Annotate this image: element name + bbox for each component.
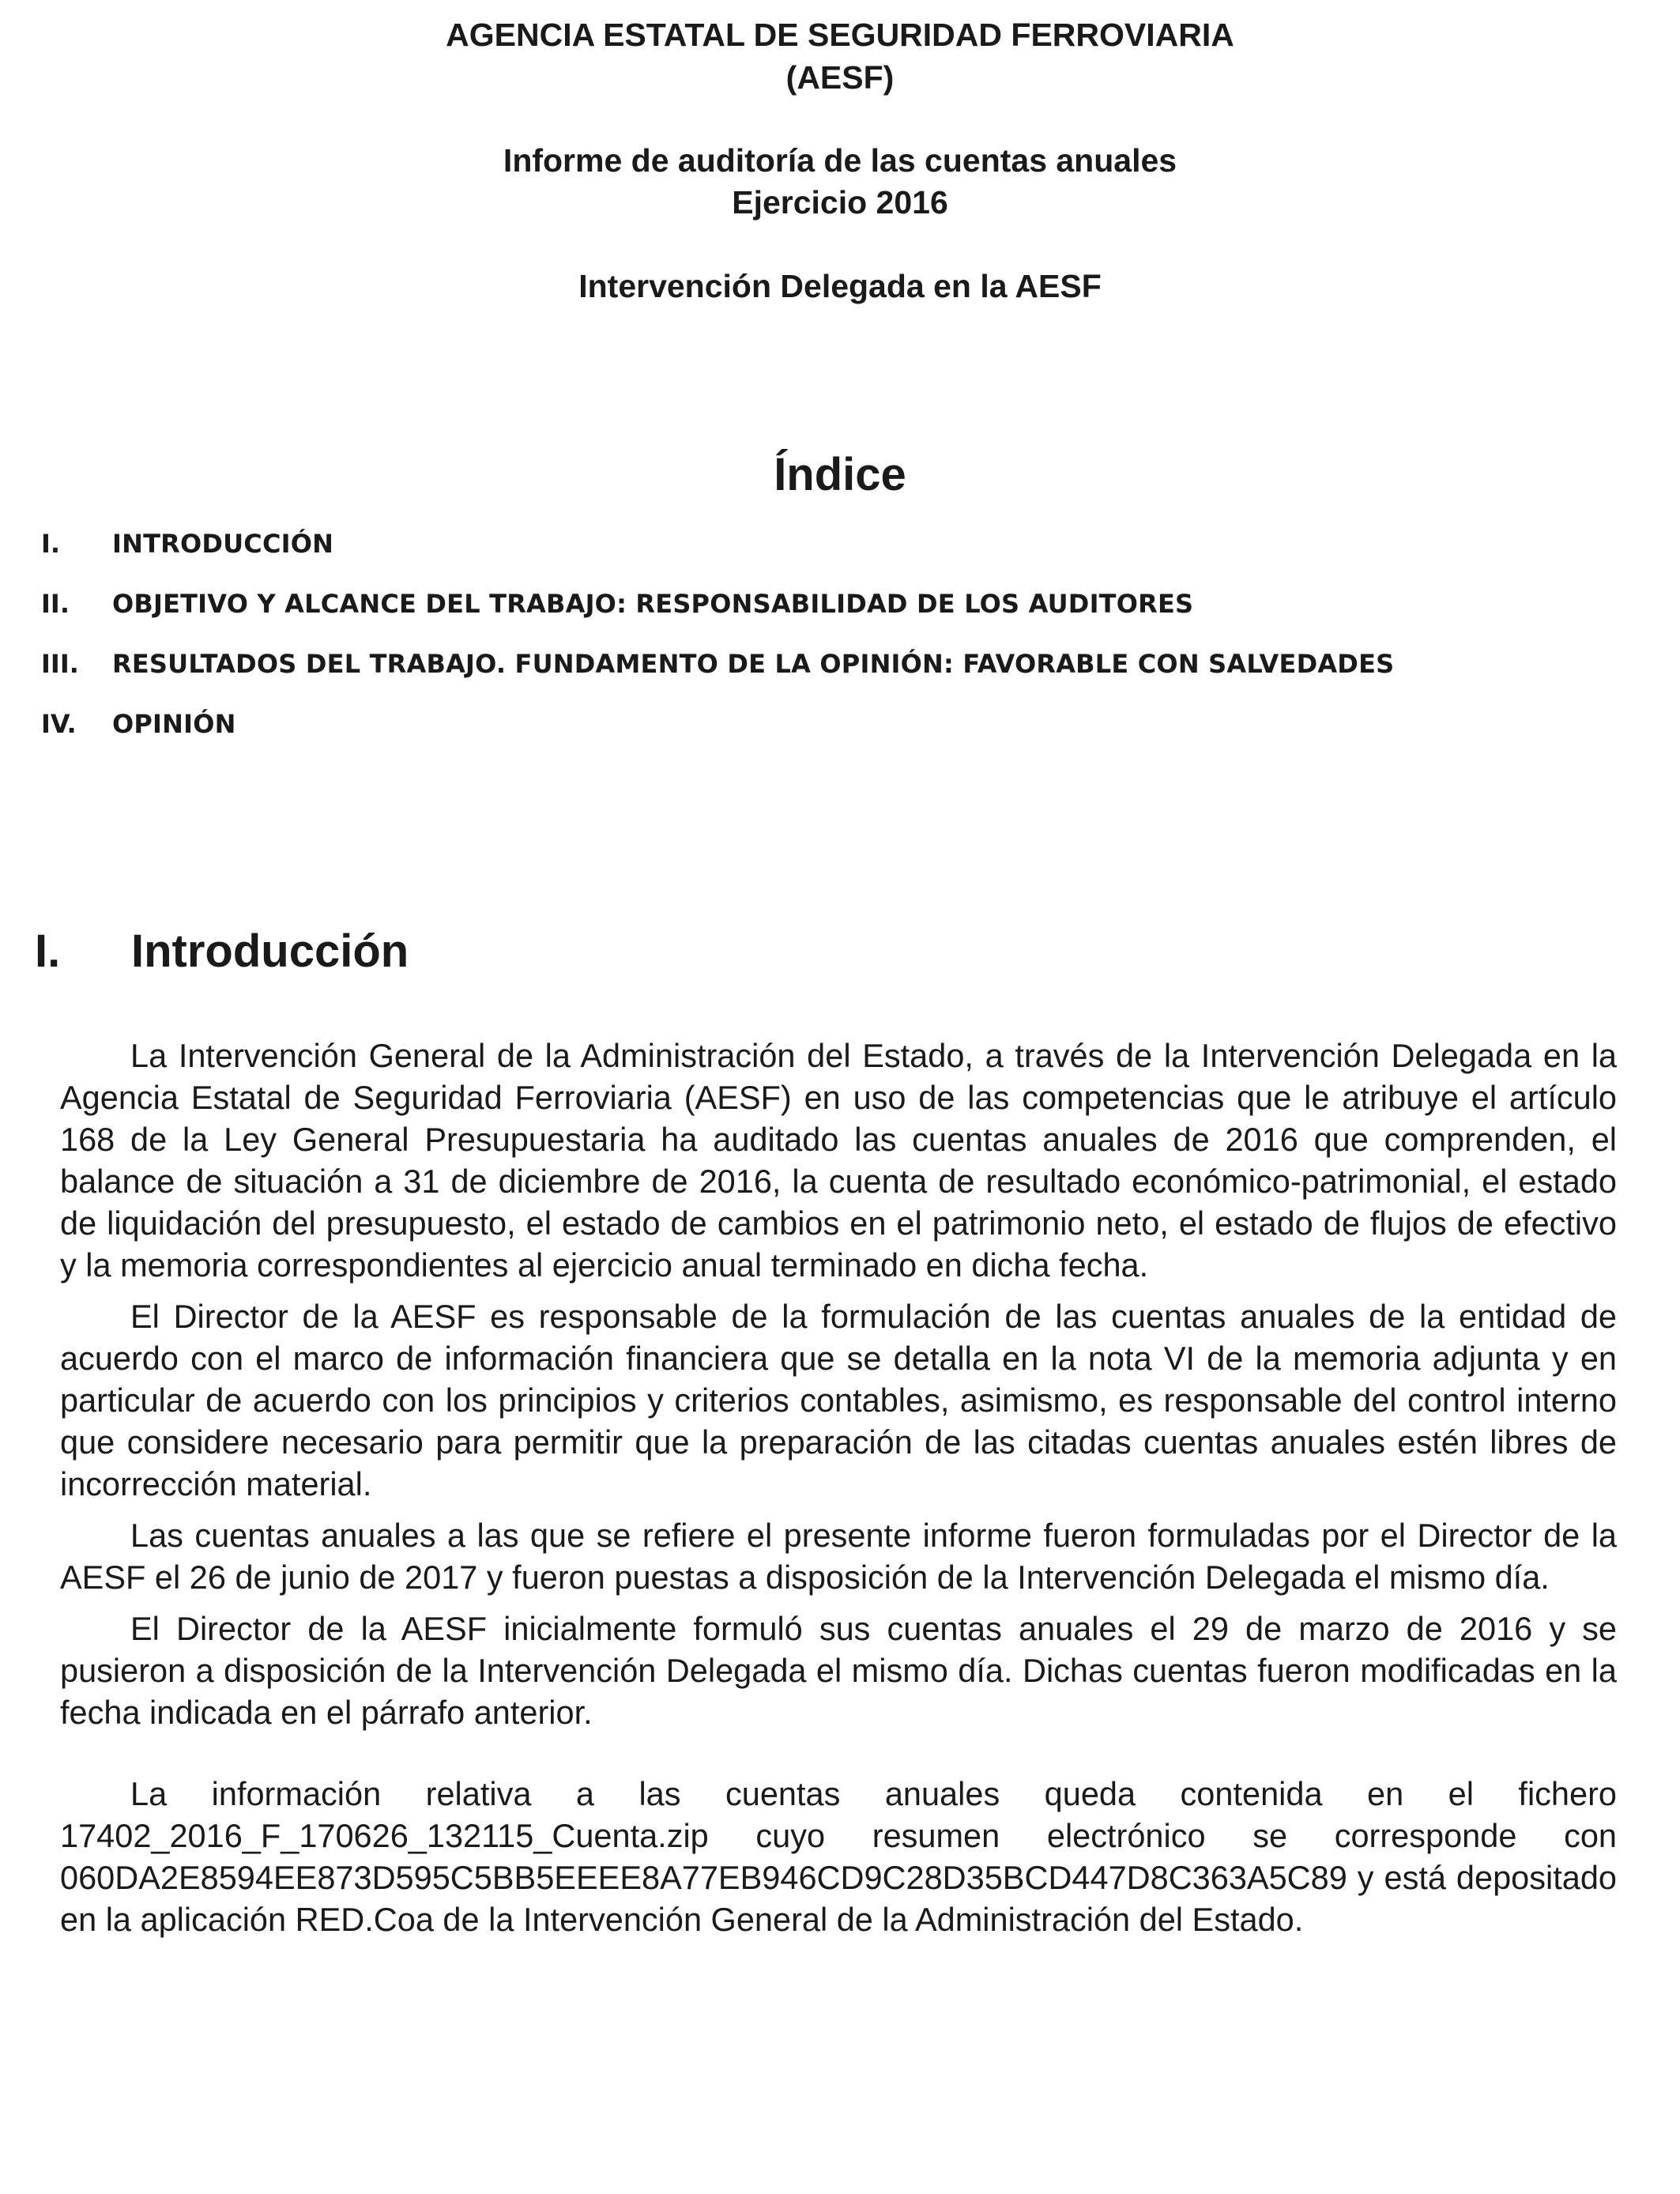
toc-item-resultados[interactable] [41, 648, 1394, 708]
report-fiscal-year: Ejercicio 2016 [732, 184, 948, 221]
toc-item-opinion[interactable] [41, 708, 1394, 768]
toc-item-label: OPINIÓN [112, 709, 236, 739]
paragraph-formulation-date: Las cuentas anuales a las que se refiere el presente informe fueron formuladas por el Director de la AESF el 26 de junio de 2017 y fueron puestas a disposición de la Intervención Delegada el mismo día. [60, 1517, 1617, 1596]
section-title: Introducción [131, 925, 409, 977]
paragraph-scope: La Intervención General de la Administración del Estado, a través de la Intervención Delegada en la Agencia Estatal de Seguridad Ferroviaria (AESF) en uso de las competencias que le atribuye el artículo 168 de la Ley General Presupuestaria ha auditado las cuentas anuales de 2016 que comprenden, el balance de situación a 31 de diciembre de 2016, la cuenta de resultado económico-patrimonial, el estado de liquidación del presupuesto, el estado de cambios en el patrimonio neto, el estado de flujos de efectivo y la memoria correspondientes al ejercicio anual terminado en dicha fecha. [60, 1037, 1617, 1284]
paragraph-initial-formulation: El Director de la AESF inicialmente formuló sus cuentas anuales el 29 de marzo de 2016 y se pusieron a disposición de la Intervención Delegada el mismo día. Dichas cuentas fueron modificadas en la fecha indicada en el párrafo anterior. [60, 1610, 1617, 1731]
toc-item-label: RESULTADOS DEL TRABAJO. FUNDAMENTO DE LA OPINIÓN: FAVORABLE CON SALVEDADES [112, 649, 1395, 679]
section-body [60, 1035, 1617, 1950]
paragraph-director-responsibility: El Director de la AESF es responsable de la formulación de las cuentas anuales de la entidad de acuerdo con el marco de información financiera que se detalla en la nota VI de la memoria adjunta y en particular de acuerdo con los principios y criterios contables, asimismo, es responsable del control interno que considere necesario para permitir que la preparación de las citadas cuentas anuales estén libres de incorrección material. [60, 1298, 1617, 1502]
toc-item-number: IV. [41, 709, 77, 739]
organization-acronym: (AESF) [785, 59, 895, 96]
organization-name: AGENCIA ESTATAL DE SEGURIDAD FERROVIARIA [446, 17, 1234, 53]
section-heading-introduccion [35, 923, 409, 980]
toc-item-number: II. [41, 589, 70, 619]
toc-item-objetivo[interactable] [41, 588, 1394, 648]
report-title: Informe de auditoría de las cuentas anuales [503, 142, 1177, 179]
toc-item-introduccion[interactable] [41, 528, 1394, 588]
table-of-contents [41, 528, 1394, 768]
section-number: I. [35, 925, 61, 977]
paragraph-file-info: La información relativa a las cuentas anuales queda contenida en el fichero 17402_2016_F_170626_132115_Cuenta.zip cuyo resumen electrónico se corresponde con 060DA2E8594EE873D595C5BB5EEEE8A77EB946CD9C28D35BCD447D8C363A5C89 y está depositado en la aplicación RED.Coa de la Intervención General de la Administración del Estado. [60, 1775, 1617, 1938]
issuing-department: Intervención Delegada en la AESF [578, 268, 1102, 304]
index-title: Índice [774, 449, 906, 500]
toc-item-number: I. [41, 529, 61, 559]
toc-item-label: OBJETIVO Y ALCANCE DEL TRABAJO: RESPONSABILIDAD DE LOS AUDITORES [112, 589, 1194, 619]
toc-item-number: III. [41, 649, 79, 679]
toc-item-label: INTRODUCCIÓN [112, 529, 334, 559]
